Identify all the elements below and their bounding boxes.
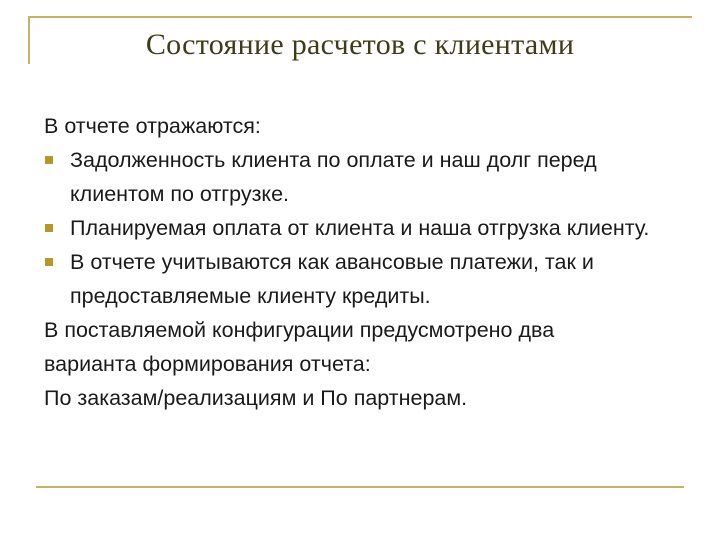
bullet-item-2 xyxy=(44,211,680,245)
slide-title: Состояние расчетов с клиентами xyxy=(145,28,575,61)
square-bullet-icon xyxy=(45,156,53,164)
bullet-item-3 xyxy=(44,245,660,313)
intro-line: В отчете отражаются: xyxy=(44,114,261,138)
paragraph-line-1: В поставляемой конфигурации предусмотрено два xyxy=(44,318,555,342)
slide-content xyxy=(44,109,694,415)
frame-bottom-line xyxy=(36,486,684,488)
square-bullet-icon xyxy=(45,258,53,266)
frame-top-line xyxy=(28,16,692,18)
bullet-text-3: В отчете учитываются как авансовые платежи, так и предоставляемые клиенту кредиты. xyxy=(70,250,594,308)
bullet-text-2: Планируемая оплата от клиента и наша отгрузка клиенту. xyxy=(70,216,650,240)
paragraph-line-3: По заказам/реализациям и По партнерам. xyxy=(44,386,468,410)
bullet-text-1: Задолженность клиента по оплате и наш долг перед клиентом по отгрузке. xyxy=(70,148,597,206)
square-bullet-icon xyxy=(45,224,53,232)
paragraph-line-2: варианта формирования отчета: xyxy=(44,352,371,376)
bullet-item-1 xyxy=(44,143,670,211)
